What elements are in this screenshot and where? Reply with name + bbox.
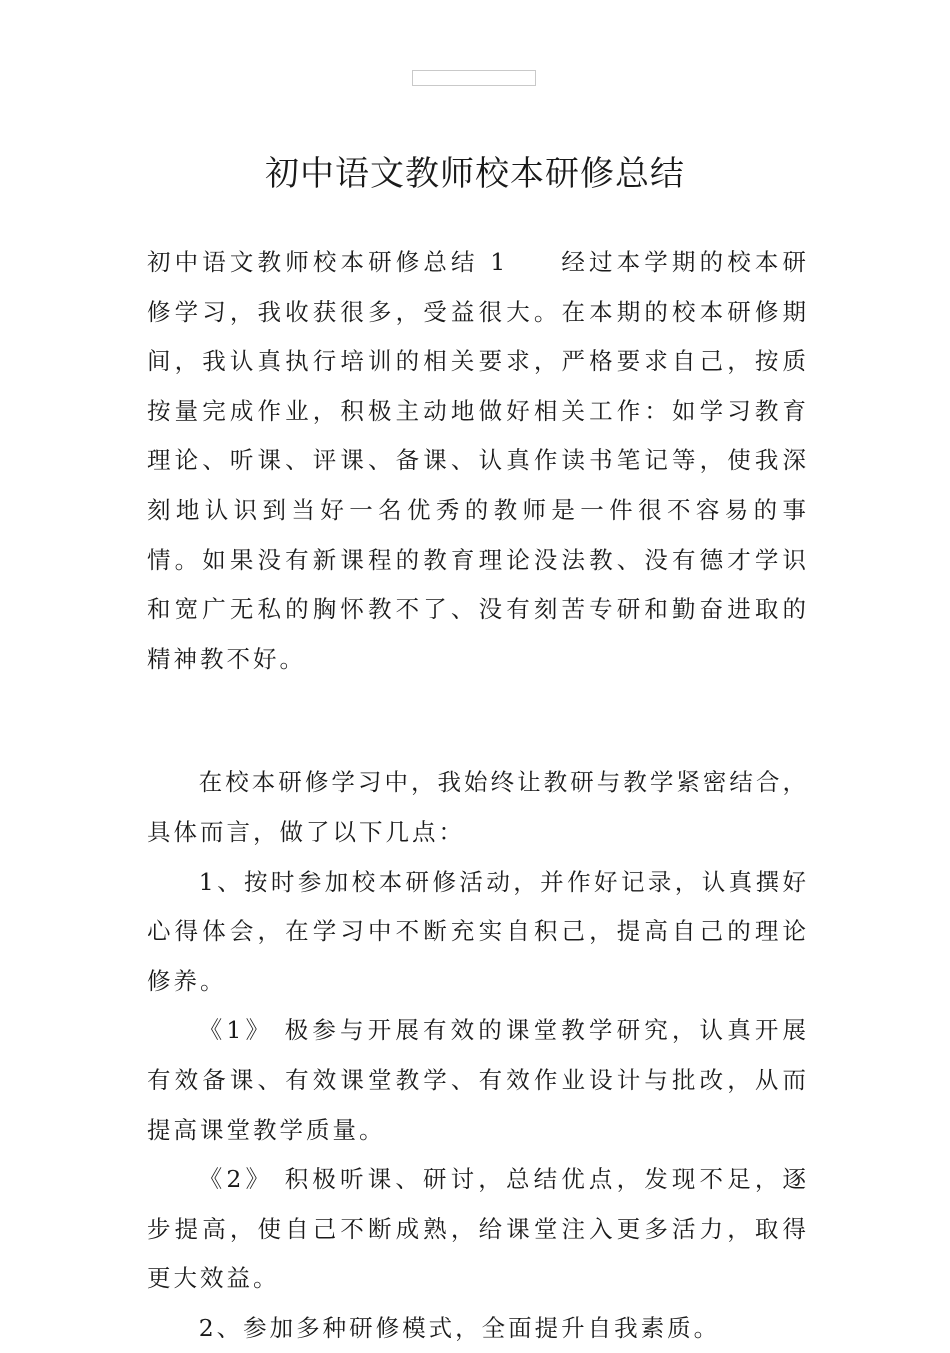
paragraph-subpoint-1: 《1》 极参与开展有效的课堂教学研究，认真开展有效备课、有效课堂教学、有效作业设计与批改，从而提高课堂教学质量。 [147,1016,809,1144]
intro-number: 1 [490,248,509,276]
document-title: 初中语文教师校本研修总结 [265,154,685,194]
paragraph-point-1: 1、按时参加校本研修活动，并作好记录，认真撰好心得体会，在学习中不断充实自积己，提高自己的理论修养。 [147,867,809,995]
paragraph-approach: 在校本研修学习中，我始终让教研与教学紧密结合，具体而言，做了以下几点： [147,768,809,846]
paragraph-intro [147,238,809,684]
intro-text: 经过本学期的校本研修学习，我收获很多，受益很大。在本期的校本研修期间，我认真执行培训的相关要求，严格要求自己，按质按量完成作业，积极主动地做好相关工作：如学习教育理论、听课、评课、备课、认真作读书笔记等，使我深刻地认识到当好一名优秀的教师是一件很不容易的事情。如果没有新课程的教育理论没法教、没有德才学识和宽广无私的胸怀教不了、没有刻苦专研和勤奋进取的精神教不好。 [147,248,809,673]
document-body [147,238,809,1353]
header-placeholder-box [412,70,536,86]
paragraph-subpoint-2: 《2》 积极听课、研讨，总结优点，发现不足，逐步提高，使自己不断成熟，给课堂注入更多活力，取得更大效益。 [147,1165,809,1293]
paragraph-gap [147,684,809,758]
intro-heading: 初中语文教师校本研修总结 [147,248,479,276]
paragraph-point-2: 2、参加多种研修模式，全面提升自我素质。 [198,1313,721,1342]
